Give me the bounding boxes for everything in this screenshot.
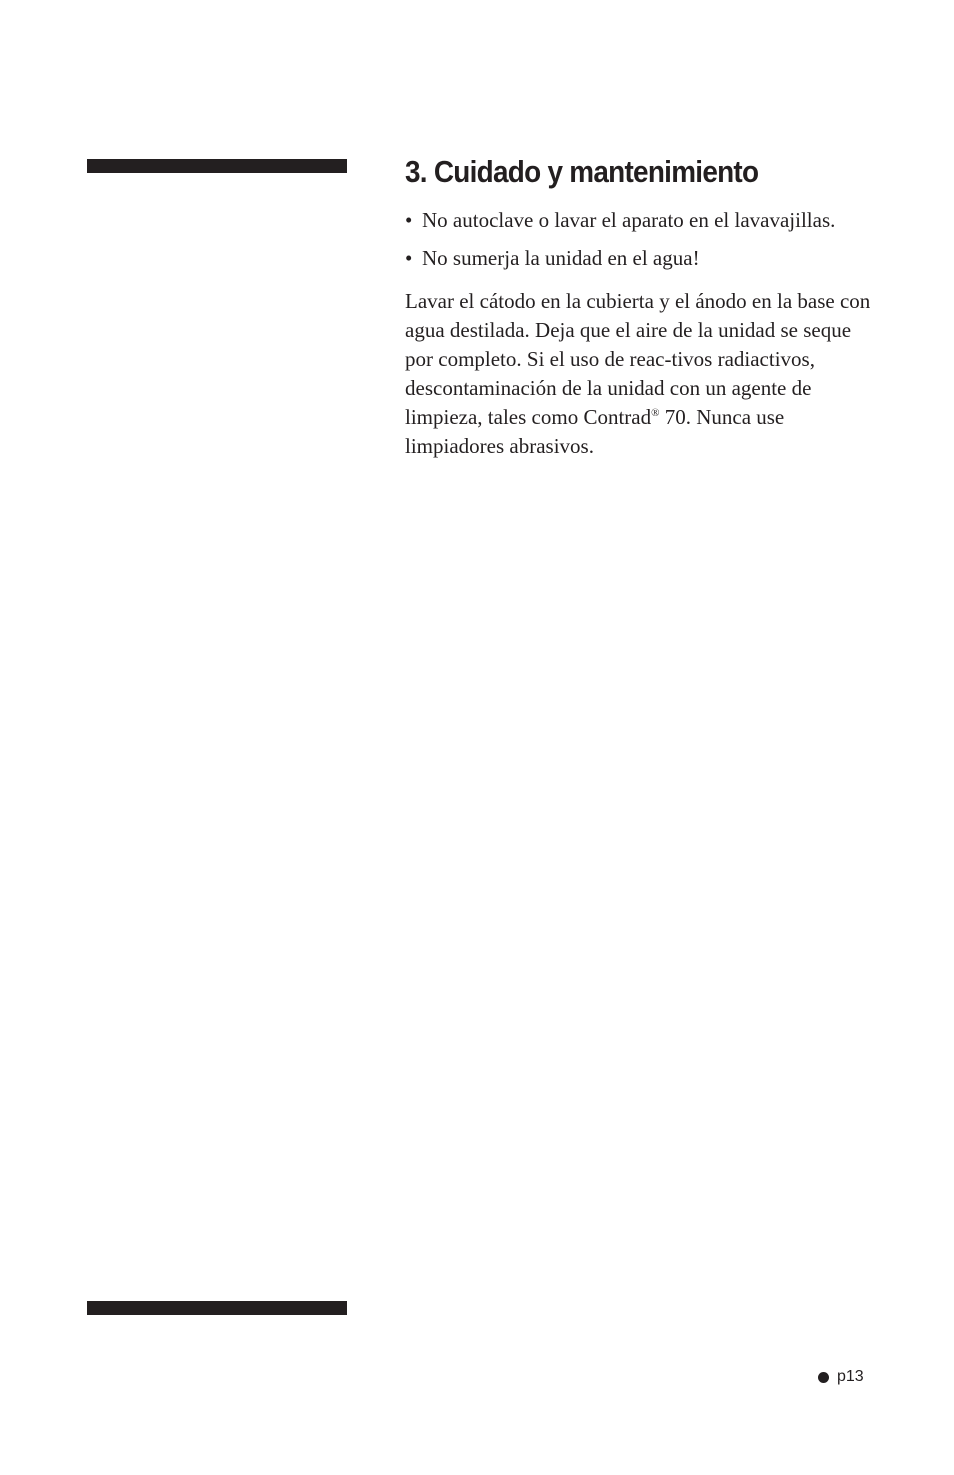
page-number: p13 xyxy=(837,1368,864,1385)
paragraph-end-text: 70. Nunca use limpiadores abrasivos. xyxy=(405,405,785,458)
bullet-text: No sumerja la unidad en el agua! xyxy=(422,246,700,270)
list-item xyxy=(405,244,875,273)
registered-mark: ® xyxy=(651,407,660,419)
filled-circle-icon xyxy=(818,1372,829,1383)
bullet-icon: • xyxy=(405,246,413,270)
section-content xyxy=(405,152,875,461)
top-decorative-rule xyxy=(87,159,347,173)
paragraph-main-text: Lavar el cátodo en la cubierta y el ánodo en la base con agua destilada. Deja que el aire de la unidad se seque por completo. Si el uso de reac-tivos radiactivos, descontaminación de la unidad con un agente de limpieza, tales como Contrad xyxy=(405,289,871,429)
list-item xyxy=(405,206,875,235)
bullet-list xyxy=(405,206,875,273)
bottom-decorative-rule xyxy=(87,1301,347,1315)
page-footer xyxy=(818,1367,864,1387)
bullet-icon: • xyxy=(405,208,413,232)
bullet-text: No autoclave o lavar el aparato en el lavavajillas. xyxy=(422,208,836,232)
maintenance-paragraph xyxy=(405,287,875,461)
section-title: 3. Cuidado y mantenimiento xyxy=(405,154,759,189)
